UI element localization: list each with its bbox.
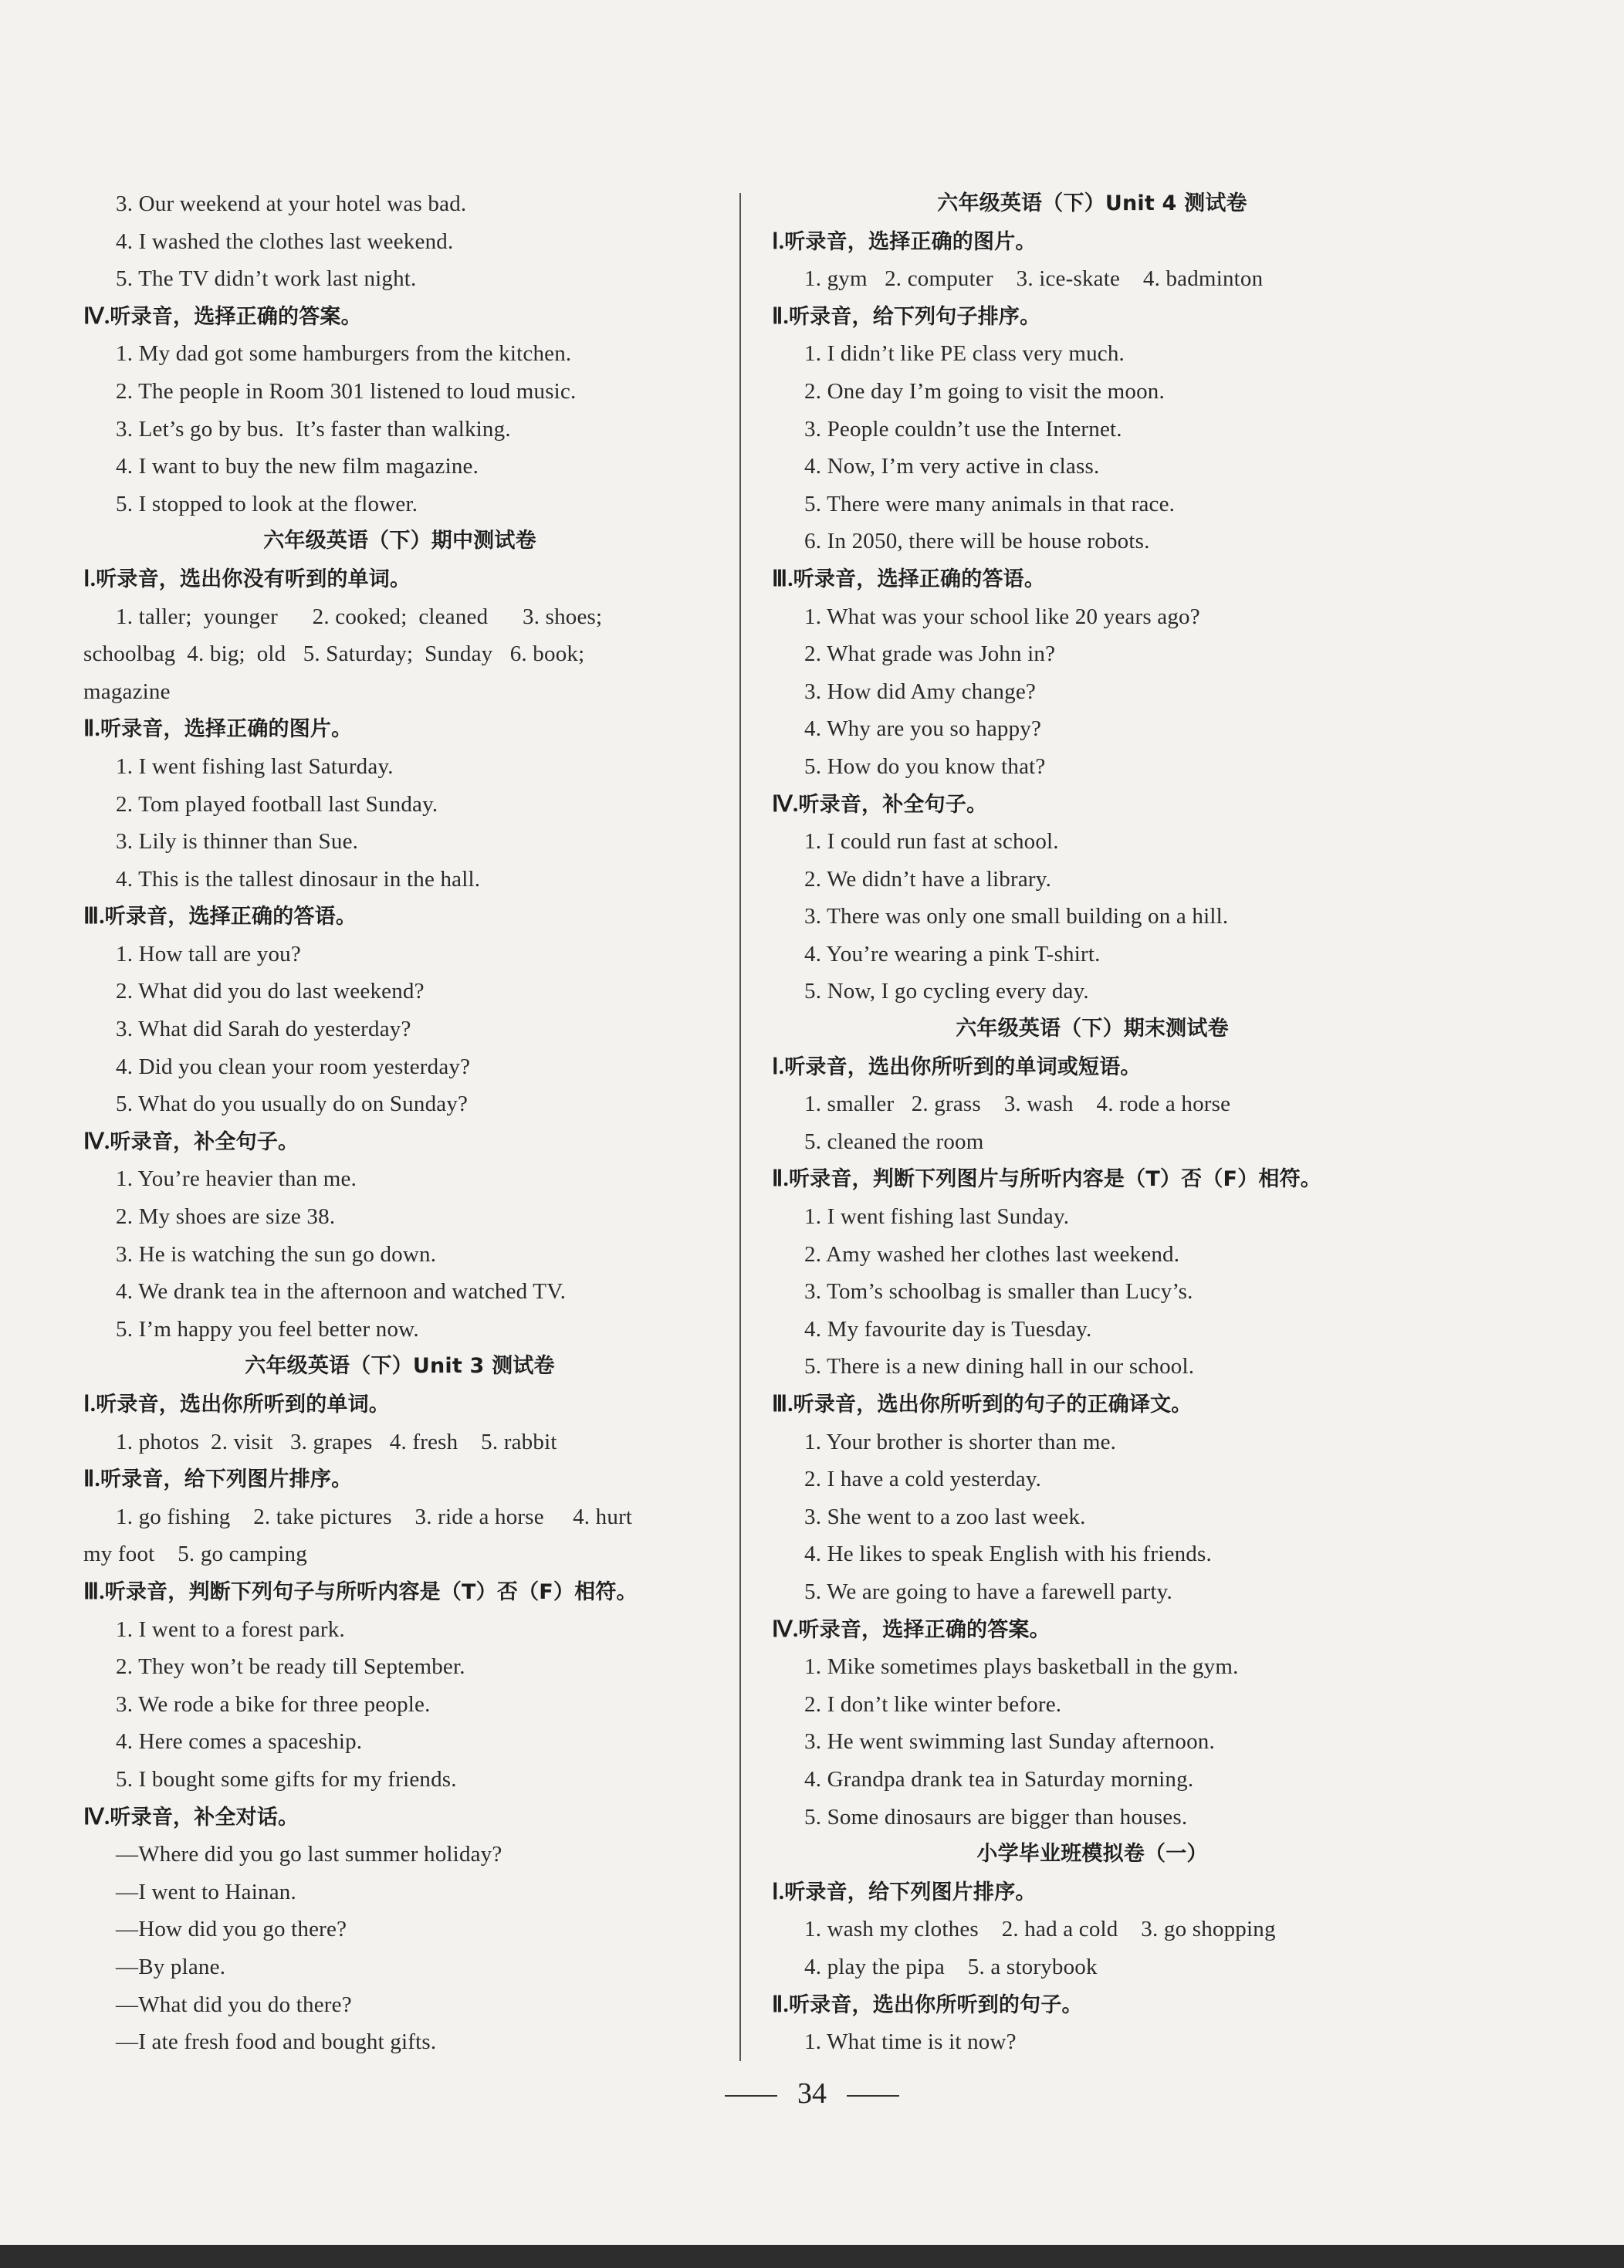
answer-line: 4. This is the tallest dinosaur in the hall. (116, 866, 481, 892)
answer-line: 1. smaller 2. grass 3. wash 4. rode a horse (804, 1092, 1231, 1117)
section-heading (83, 710, 716, 748)
answer-line: 1. taller; younger 2. cooked; cleaned 3. shoes; (116, 604, 603, 629)
section-number: Ⅱ. (83, 1467, 100, 1492)
section-heading (83, 1799, 716, 1836)
answer-line: 2. Amy washed her clothes last weekend. (804, 1241, 1180, 1267)
section-instruction: 听录音，补全对话。 (110, 1805, 299, 1830)
answer-line: 3. People couldn’t use the Internet. (804, 416, 1122, 442)
section-instruction: 听录音，选出你所听到的单词。 (96, 1393, 391, 1417)
answer-line: 5. We are going to have a farewell party. (804, 1579, 1172, 1604)
answer-line: 1. You’re heavier than me. (116, 1166, 357, 1192)
section-number: Ⅲ. (83, 904, 105, 929)
section-number: Ⅰ. (772, 1054, 785, 1079)
section-heading (83, 1461, 716, 1498)
answer-line: 2. They won’t be ready till September. (116, 1654, 465, 1680)
section-number: Ⅲ. (772, 1392, 793, 1417)
answer-line: 3. Lily is thinner than Sue. (116, 829, 359, 855)
section-number: Ⅲ. (83, 1579, 105, 1604)
answer-line-continued: magazine (83, 679, 171, 704)
answer-line: —I ate fresh food and bought gifts. (116, 2029, 437, 2055)
answer-line: 1. How tall are you? (116, 941, 301, 966)
section-instruction: 听录音，选择正确的答案。 (110, 304, 362, 329)
section-heading (772, 1874, 1413, 1911)
answer-line: 5. There were many animals in that race. (804, 491, 1176, 516)
footer-dash-left (725, 2095, 777, 2097)
answer-line: 3. There was only one small building on a hill. (804, 904, 1229, 929)
answer-line: 1. gym 2. computer 3. ice-skate 4. badminton (804, 266, 1264, 292)
answer-line: —I went to Hainan. (116, 1879, 296, 1904)
scan-edge-bar (0, 2245, 1624, 2268)
page-number-footer (0, 2077, 1624, 2111)
section-number: Ⅰ. (83, 566, 96, 591)
answer-line: 4. Now, I’m very active in class. (804, 454, 1100, 479)
answer-line: 6. In 2050, there will be house robots. (804, 529, 1150, 554)
answer-line: 4. We drank tea in the afternoon and watched TV. (116, 1279, 567, 1305)
section-instruction: 听录音，选择正确的图片。 (784, 229, 1037, 254)
section-number: Ⅰ. (772, 1879, 785, 1904)
test-title: 六年级英语（下）期中测试卷 (263, 529, 536, 553)
answer-line: 3. We rode a bike for three people. (116, 1691, 431, 1717)
answer-line: 4. I want to buy the new film magazine. (116, 454, 479, 479)
section-heading (772, 1611, 1413, 1649)
answer-line: 5. I’m happy you feel better now. (116, 1316, 419, 1342)
section-heading (83, 560, 716, 598)
answer-line: 2. One day I’m going to visit the moon. (804, 378, 1165, 404)
section-heading (83, 1573, 716, 1611)
section-number: Ⅱ. (772, 1166, 789, 1192)
answer-line-continued: schoolbag 4. big; old 5. Saturday; Sunday 6. book; (83, 641, 585, 667)
answer-line: 2. We didn’t have a library. (804, 866, 1052, 892)
answer-line: 5. Some dinosaurs are bigger than houses. (804, 1804, 1188, 1830)
answer-line: 1. I went fishing last Saturday. (116, 753, 394, 779)
section-number: Ⅱ. (772, 303, 789, 329)
answer-line: 4. He likes to speak English with his friends. (804, 1542, 1212, 1567)
answer-line: 4. play the pipa 5. a storybook (804, 1954, 1098, 1979)
answer-line: 3. Tom’s schoolbag is smaller than Lucy’s. (804, 1279, 1193, 1305)
answer-line: 3. He went swimming last Sunday afternoon. (804, 1729, 1215, 1755)
answer-line: 5. There is a new dining hall in our school. (804, 1354, 1195, 1379)
section-heading (83, 898, 716, 936)
section-heading (772, 1048, 1413, 1086)
answer-line: 4. Grandpa drank tea in Saturday morning. (804, 1766, 1194, 1792)
answer-line: 4. My favourite day is Tuesday. (804, 1316, 1092, 1342)
test-title: 小学毕业班模拟卷（一） (976, 1842, 1208, 1867)
section-number: Ⅳ. (772, 1616, 799, 1642)
answer-line: 5. I stopped to look at the flower. (116, 491, 418, 516)
answer-line: 4. Why are you so happy? (804, 716, 1042, 742)
section-instruction: 听录音，选出你没有听到的单词。 (96, 567, 411, 591)
section-number: Ⅳ. (83, 1804, 110, 1830)
section-number: Ⅳ. (772, 791, 799, 817)
section-heading (772, 1160, 1413, 1198)
answer-line: 3. What did Sarah do yesterday? (116, 1017, 411, 1042)
section-instruction: 听录音，选择正确的答语。 (104, 905, 357, 929)
section-instruction: 听录音，给下列图片排序。 (100, 1467, 353, 1492)
answer-line: 1. What was your school like 20 years ago? (804, 604, 1200, 629)
section-number: Ⅳ. (83, 1129, 110, 1154)
answer-line: 5. I bought some gifts for my friends. (116, 1766, 457, 1792)
answer-line: 1. My dad got some hamburgers from the kitchen. (116, 341, 572, 367)
section-number: Ⅱ. (772, 1992, 789, 2017)
answer-line: 1. I went to a forest park. (116, 1616, 345, 1642)
answer-line: 3. Our weekend at your hotel was bad. (116, 191, 467, 216)
answer-line: 1. What time is it now? (804, 2029, 1017, 2055)
test-title: 六年级英语（下）期末测试卷 (956, 1017, 1229, 1041)
answer-line: 3. How did Amy change? (804, 679, 1036, 704)
section-instruction: 听录音，选择正确的答语。 (793, 567, 1046, 591)
test-title: 六年级英语（下）Unit 4 测试卷 (937, 191, 1247, 215)
answer-line-continued: my foot 5. go camping (83, 1542, 307, 1567)
answer-line: 3. He is watching the sun go down. (116, 1241, 437, 1267)
answer-line: 3. She went to a zoo last week. (804, 1504, 1086, 1529)
answer-line: 1. go fishing 2. take pictures 3. ride a horse 4. hurt (116, 1504, 633, 1529)
answer-line: 2. Tom played football last Sunday. (116, 791, 438, 817)
answer-line: 2. I don’t like winter before. (804, 1691, 1062, 1717)
answer-line: 5. cleaned the room (804, 1129, 984, 1154)
answer-line: 4. Here comes a spaceship. (116, 1729, 363, 1755)
section-instruction: 听录音，补全句子。 (798, 792, 988, 817)
section-number: Ⅰ. (772, 228, 785, 254)
section-instruction: 听录音，选择正确的图片。 (100, 717, 353, 742)
section-heading (83, 1386, 716, 1423)
section-heading (772, 1386, 1413, 1423)
section-instruction: 听录音，选择正确的答案。 (798, 1617, 1051, 1642)
section-heading (83, 1123, 716, 1161)
answer-line: 4. Did you clean your room yesterday? (116, 1054, 471, 1079)
section-number: Ⅰ. (83, 1392, 96, 1417)
answer-line: 1. Mike sometimes plays basketball in the gym. (804, 1654, 1239, 1680)
section-instruction: 听录音，给下列句子排序。 (788, 304, 1041, 329)
answer-line: —How did you go there? (116, 1917, 347, 1942)
section-heading (772, 298, 1413, 336)
page-number: 34 (797, 2077, 827, 2110)
left-column (83, 185, 716, 2061)
section-instruction: 听录音，选出你所听到的句子的正确译文。 (793, 1393, 1193, 1417)
answer-line: —What did you do there? (116, 1992, 352, 2017)
answer-line: 1. I could run fast at school. (804, 829, 1059, 855)
section-heading (772, 786, 1413, 824)
footer-dash-right (847, 2095, 899, 2097)
answer-line: 2. The people in Room 301 listened to loud music. (116, 378, 577, 404)
answer-line: 5. Now, I go cycling every day. (804, 979, 1089, 1004)
answer-line: 5. How do you know that? (804, 753, 1046, 779)
answer-line: 3. Let’s go by bus. It’s faster than walking. (116, 416, 511, 442)
section-number: Ⅲ. (772, 566, 793, 591)
section-instruction: 听录音，选出你所听到的句子。 (788, 1992, 1083, 2017)
answer-line: 2. My shoes are size 38. (116, 1204, 336, 1230)
test-title: 六年级英语（下）Unit 3 测试卷 (245, 1354, 555, 1379)
section-heading (772, 560, 1413, 598)
answer-line: 5. The TV didn’t work last night. (116, 266, 417, 292)
section-instruction: 听录音，判断下列图片与所听内容是（T）否（F）相符。 (788, 1167, 1321, 1192)
answer-line: 1. Your brother is shorter than me. (804, 1429, 1117, 1454)
section-instruction: 听录音，判断下列句子与所听内容是（T）否（F）相符。 (104, 1579, 638, 1604)
section-number: Ⅳ. (83, 303, 110, 329)
section-instruction: 听录音，给下列图片排序。 (784, 1880, 1037, 1904)
section-instruction: 听录音，补全句子。 (110, 1129, 299, 1154)
right-column (772, 185, 1413, 2061)
section-heading (772, 223, 1413, 261)
answer-line: 4. I washed the clothes last weekend. (116, 228, 454, 254)
section-number: Ⅱ. (83, 716, 100, 742)
answer-line: 5. What do you usually do on Sunday? (116, 1092, 469, 1117)
answer-line: 2. What did you do last weekend? (116, 979, 425, 1004)
answer-line: 2. What grade was John in? (804, 641, 1056, 667)
answer-line: 1. wash my clothes 2. had a cold 3. go shopping (804, 1917, 1276, 1942)
answer-line: 2. I have a cold yesterday. (804, 1467, 1042, 1492)
section-heading (83, 298, 716, 336)
answer-line: —Where did you go last summer holiday? (116, 1842, 502, 1867)
answer-line: —By plane. (116, 1954, 226, 1979)
section-instruction: 听录音，选出你所听到的单词或短语。 (784, 1054, 1142, 1079)
answer-line: 4. You’re wearing a pink T-shirt. (804, 941, 1101, 966)
answer-line: 1. I didn’t like PE class very much. (804, 341, 1125, 367)
answer-line: 1. photos 2. visit 3. grapes 4. fresh 5. rabbit (116, 1429, 557, 1454)
answer-line: 1. I went fishing last Sunday. (804, 1204, 1070, 1230)
section-heading (772, 1986, 1413, 2024)
column-divider (739, 193, 741, 2061)
